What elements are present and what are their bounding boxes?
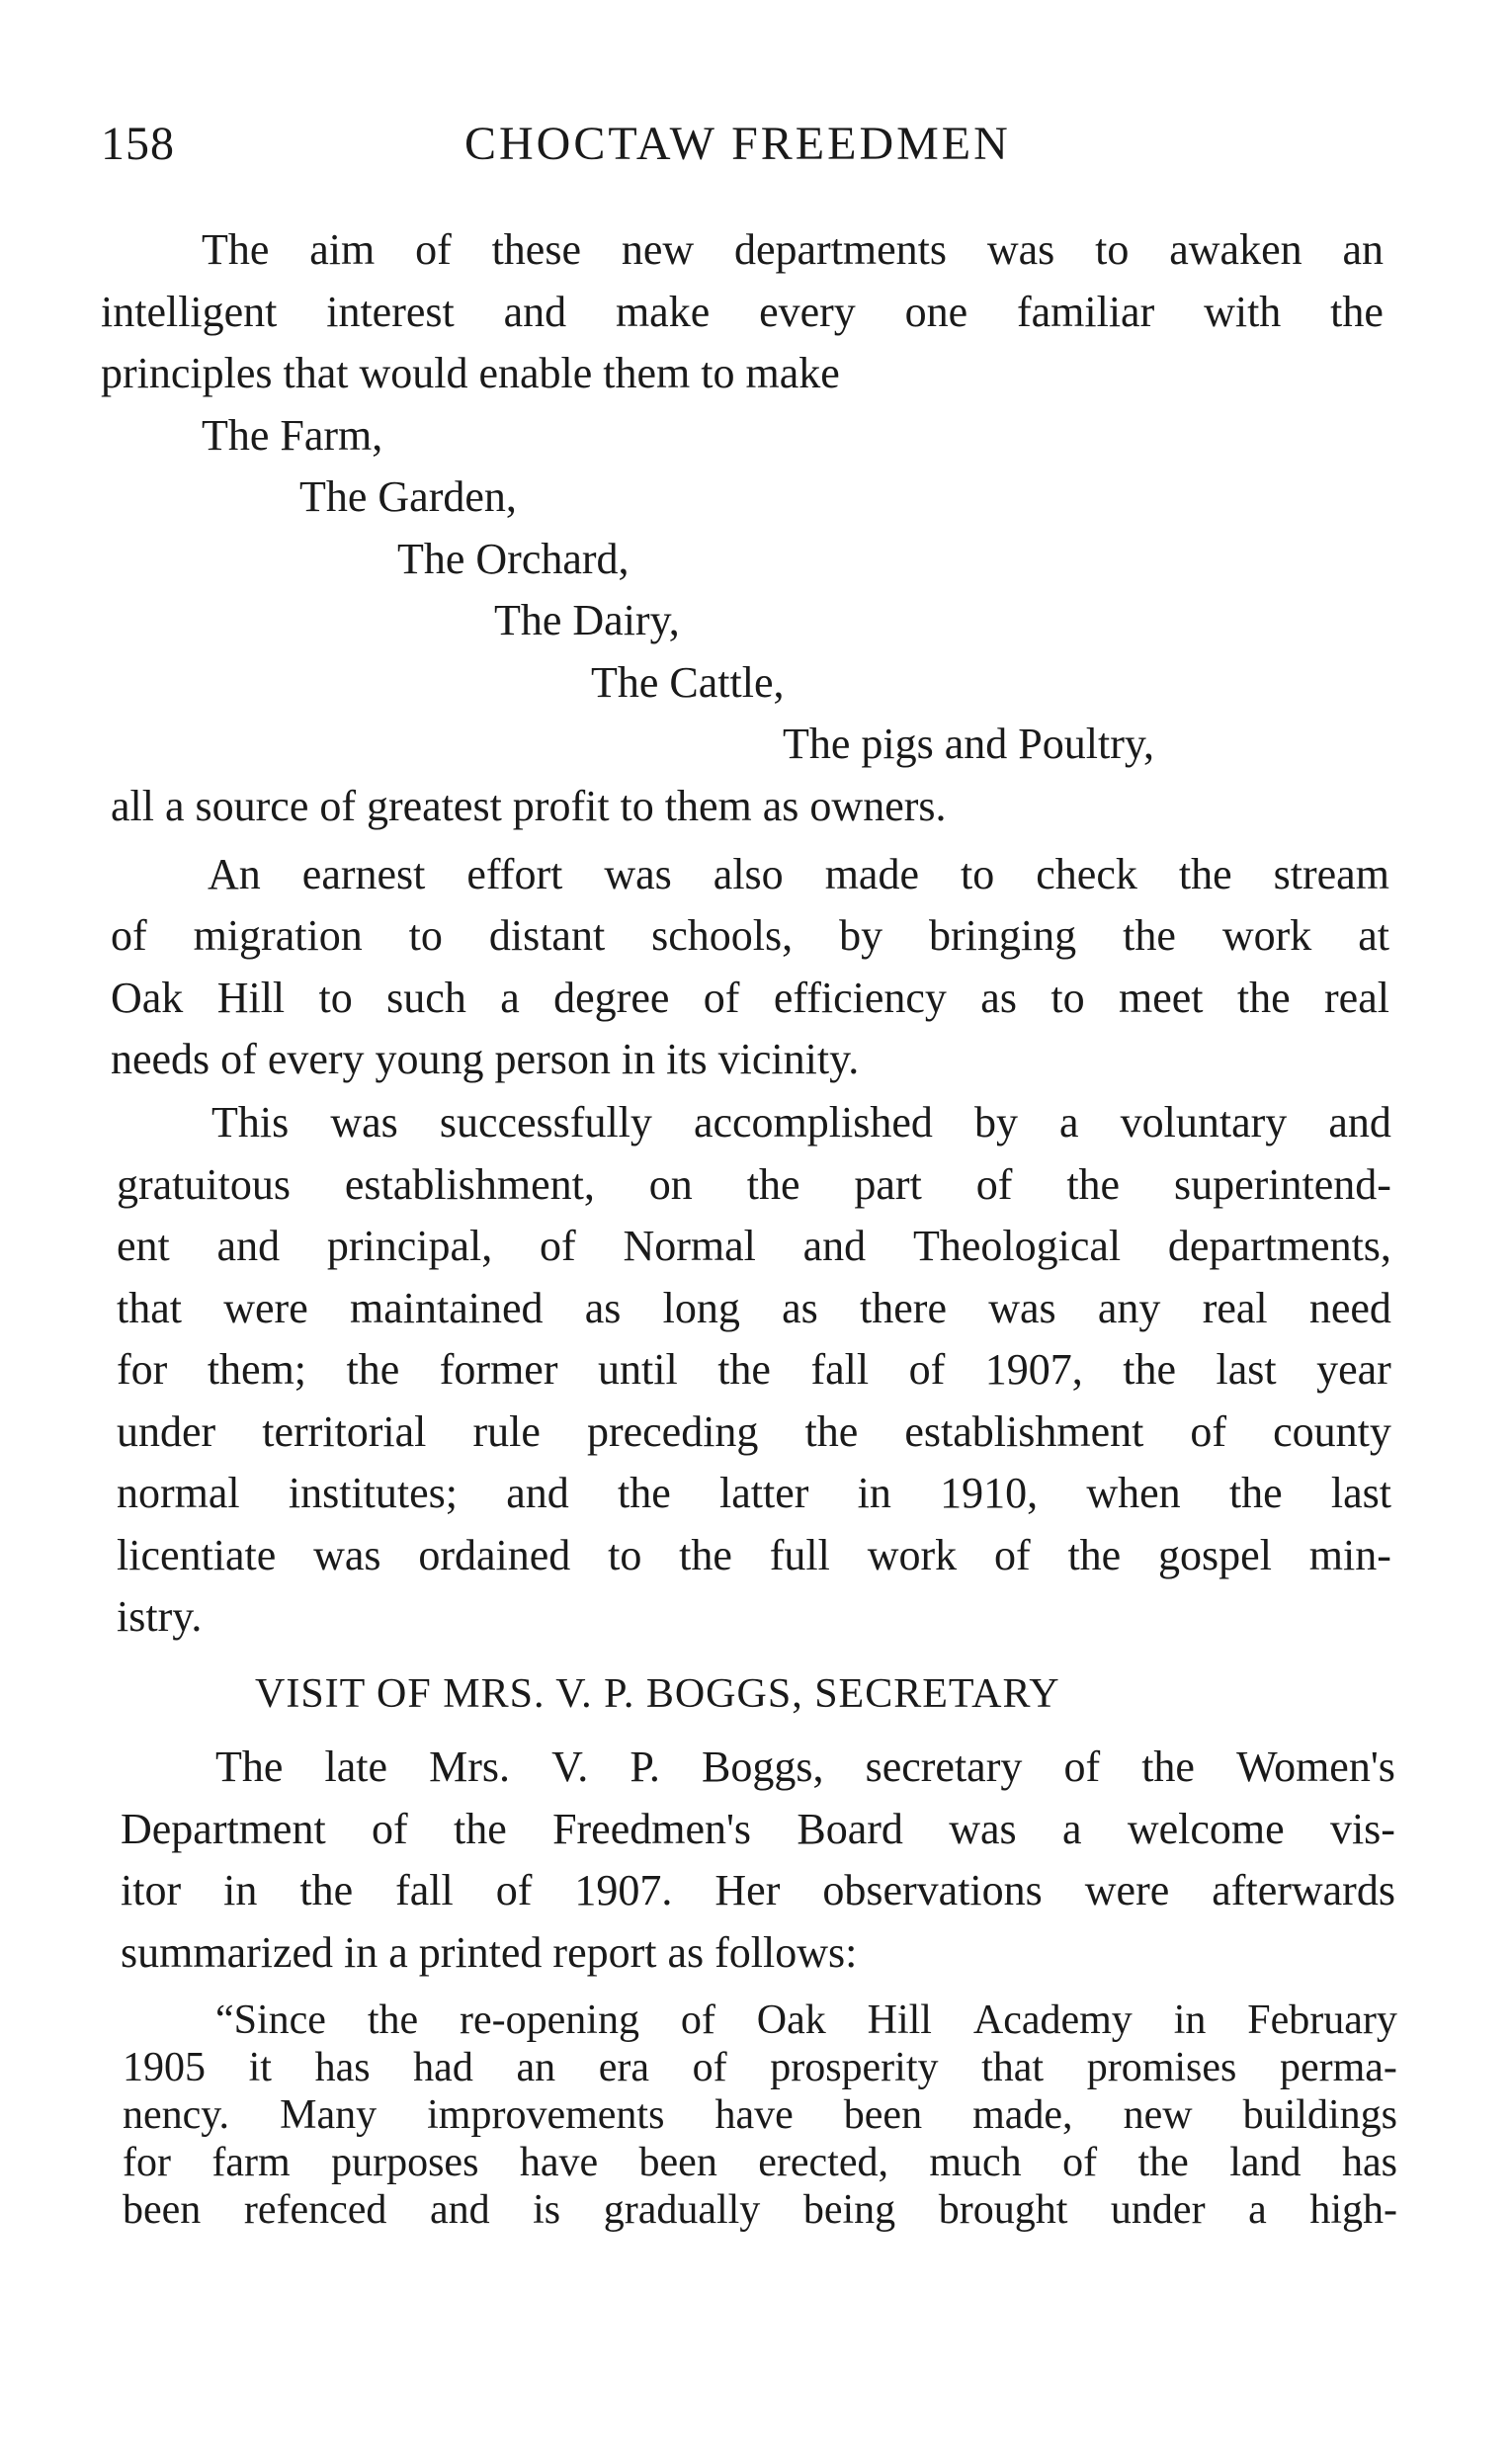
p1-line-3: principles that would enable them to make	[101, 349, 840, 397]
p4-line-3: itor in the fall of 1907. Her observations were afterwards	[121, 1866, 1395, 1914]
p3-line-3: ent and principal, of Normal and Theological departments,	[117, 1222, 1391, 1270]
list-item-dairy: The Dairy,	[494, 596, 680, 644]
p3-line-4: that were maintained as long as there was any real need	[117, 1284, 1391, 1332]
page-number: 158	[101, 118, 175, 170]
p2-line-2: of migration to distant schools, by bringing the work at	[111, 911, 1389, 960]
list-item-garden: The Garden,	[299, 472, 517, 521]
p3-line-9: istry.	[117, 1592, 203, 1641]
list-item-cattle: The Cattle,	[591, 658, 785, 707]
quote-line-2: 1905 it has had an era of prosperity that promises perma-	[123, 2045, 1397, 2090]
p1-line-1: The aim of these new departments was to awaken an	[202, 225, 1384, 274]
quote-line-3: nency. Many improvements have been made, new buildings	[123, 2092, 1397, 2138]
p3-line-2: gratuitous establishment, on the part of the superintend-	[117, 1160, 1391, 1209]
p3-line-8: licentiate was ordained to the full work of the gospel min-	[117, 1531, 1391, 1579]
p3-line-7: normal institutes; and the latter in 1910, when the last	[117, 1469, 1391, 1517]
p3-line-5: for them; the former until the fall of 1907, the last year	[117, 1345, 1391, 1394]
p2-line-1: An earnest effort was also made to check the stream	[208, 850, 1389, 898]
p4-line-4: summarized in a printed report as follows:	[121, 1928, 858, 1977]
p4-line-1: The late Mrs. V. P. Boggs, secretary of the Women's	[215, 1742, 1395, 1791]
section-heading: VISIT OF MRS. V. P. BOGGS, SECRETARY	[255, 1671, 1060, 1717]
p3-line-6: under territorial rule preceding the establishment of county	[117, 1407, 1391, 1456]
quote-line-5: been refenced and is gradually being brought under a high-	[123, 2187, 1397, 2233]
p4-line-2: Department of the Freedmen's Board was a welcome vis-	[121, 1805, 1395, 1853]
p1-line-2: intelligent interest and make every one familiar with the	[101, 288, 1384, 336]
list-item-orchard: The Orchard,	[397, 535, 630, 583]
running-title: CHOCTAW FREEDMEN	[464, 118, 1011, 170]
p3-line-1: This was successfully accomplished by a voluntary and	[211, 1098, 1391, 1147]
p1-closing-line: all a source of greatest profit to them as owners.	[111, 782, 947, 830]
p2-line-4: needs of every young person in its vicinity.	[111, 1035, 860, 1083]
list-item-pigs-poultry: The pigs and Poultry,	[783, 720, 1154, 768]
p2-line-3: Oak Hill to such a degree of efficiency as to meet the real	[111, 974, 1389, 1022]
quote-line-1: “Since the re-opening of Oak Hill Academy in February	[215, 1997, 1397, 2043]
quote-line-4: for farm purposes have been erected, much of the land has	[123, 2140, 1397, 2185]
list-item-farm: The Farm,	[202, 411, 383, 460]
